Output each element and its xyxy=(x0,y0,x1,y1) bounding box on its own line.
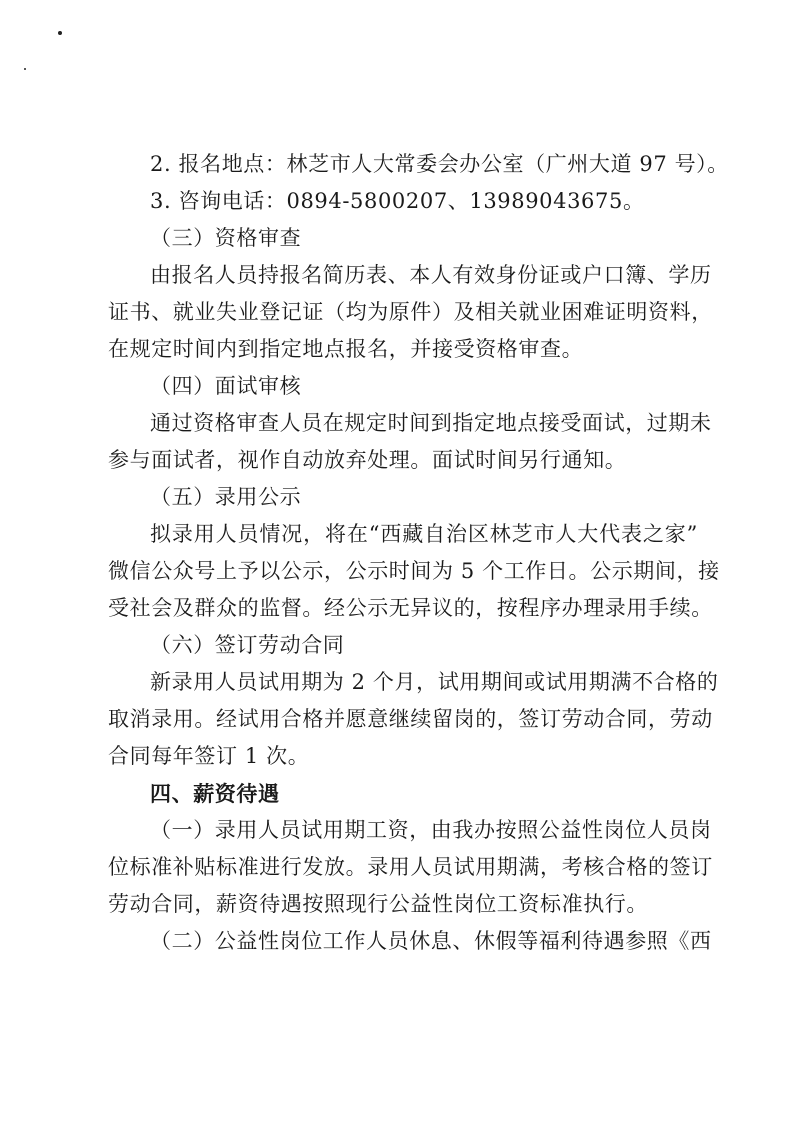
text-line: 通过资格审查人员在规定时间到指定地点接受面试，过期未 xyxy=(150,411,712,435)
text-line: 3. 咨询电话：0894-5800207、13989043675。 xyxy=(150,189,645,213)
section-heading: 四、薪资待遇 xyxy=(150,781,280,806)
text-line: 受社会及群众的监督。经公示无异议的，按程序办理录用手续。 xyxy=(108,596,713,620)
text-line: 新录用人员试用期为 2 个月，试用期间或试用期满不合格的 xyxy=(150,670,719,694)
text-line: 微信公众号上予以公示，公示时间为 5 个工作日。公示期间，接 xyxy=(108,559,720,583)
text-line: 参与面试者，视作自动放弃处理。面试时间另行通知。 xyxy=(108,448,627,472)
text-line: 取消录用。经试用合格并愿意继续留岗的，签订劳动合同，劳动 xyxy=(108,707,713,731)
text-line: 由报名人员持报名简历表、本人有效身份证或户口簿、学历 xyxy=(150,263,712,287)
document-body xyxy=(108,146,729,960)
scan-speck xyxy=(58,31,62,35)
text-line: 在规定时间内到指定地点报名，并接受资格审查。 xyxy=(108,337,584,361)
subsection-heading: （五）录用公示 xyxy=(150,485,302,509)
subsection-heading: （六）签订劳动合同 xyxy=(150,633,345,657)
subsection-heading: （四）面试审核 xyxy=(150,374,302,398)
text-line: 劳动合同，薪资待遇按照现行公益性岗位工资标准执行。 xyxy=(108,892,648,916)
text-line: 拟录用人员情况，将在“西藏自治区林芝市人大代表之家” xyxy=(150,522,698,546)
text-line: 位标准补贴标准进行发放。录用人员试用期满，考核合格的签订 xyxy=(108,855,713,879)
text-line: （二）公益性岗位工作人员休息、休假等福利待遇参照《西 xyxy=(150,929,712,953)
scan-speck xyxy=(24,68,26,70)
text-line: 合同每年签订 1 次。 xyxy=(108,744,310,768)
text-line: 2. 报名地点：林芝市人大常委会办公室（广州大道 97 号）。 xyxy=(150,152,729,176)
text-line: 证书、就业失业登记证（均为原件）及相关就业困难证明资料， xyxy=(108,300,713,324)
subsection-heading: （三）资格审查 xyxy=(150,226,302,250)
text-line: （一）录用人员试用期工资，由我办按照公益性岗位人员岗 xyxy=(150,818,712,842)
